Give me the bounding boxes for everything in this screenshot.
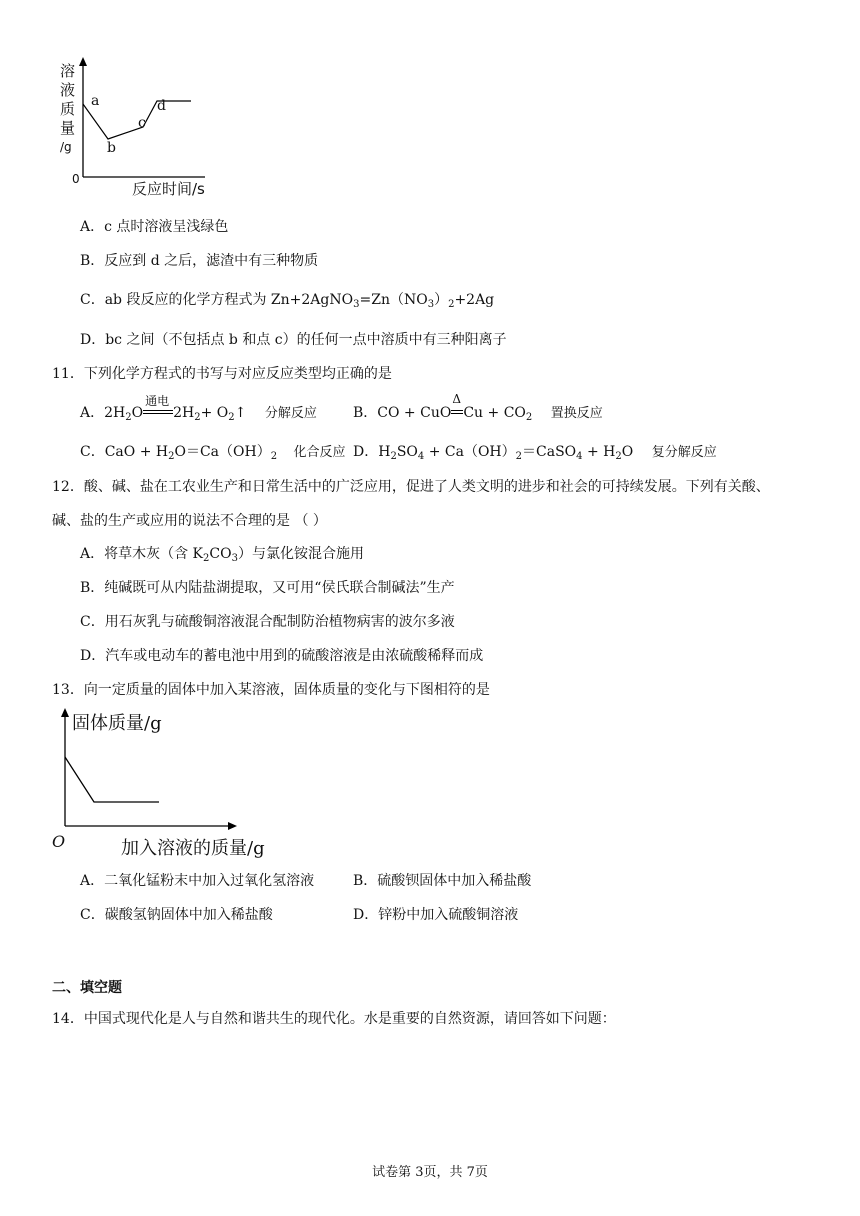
q12-a-part: A．将草木灰（含 K: [80, 546, 204, 562]
graph1-y-arrow: [79, 57, 87, 66]
q12-sub: 3: [231, 553, 238, 564]
q10-c-part: =Zn（NO: [359, 292, 428, 308]
q13-option-d: D．锌粉中加入硫酸铜溶液: [353, 907, 519, 923]
q11-sub: 2: [390, 451, 397, 462]
graph2-ylabel: 固体质量/g: [72, 713, 162, 734]
q11-option-c: [80, 442, 346, 463]
q14-stem: 14．中国式现代化是人与自然和谐共生的现代化。水是重要的自然资源，请回答如下问题：: [52, 1011, 616, 1027]
q11-sub: 2: [270, 451, 278, 462]
graph2-y-arrow: [61, 708, 69, 717]
graph1-ylabel-char: 溶: [60, 62, 76, 80]
q11-sub: 2: [228, 412, 235, 423]
q11-d-type: 复分解反应: [651, 445, 717, 460]
q12-stem-line1: 12．酸、碱、盐在工农业生产和日常生活中的广泛应用，促进了人类文明的进步和社会的可持续发展。下列有关酸、: [52, 479, 770, 495]
q13-option-b: B．硫酸钡固体中加入稀盐酸: [353, 873, 532, 889]
q11-b-condition-arrow: [451, 392, 463, 420]
graph1-ylabel-char: 量: [60, 119, 76, 137]
q11-sub: 2: [194, 412, 201, 423]
q11-a-up-arrow: ↑: [234, 405, 247, 421]
q12-a-part: CO: [209, 546, 232, 562]
q11-sub: 4: [417, 451, 425, 462]
q11-b-part: B．CO + CuO: [353, 405, 452, 421]
q11-sub: 2: [525, 412, 533, 423]
q11-a-part: O: [131, 405, 144, 421]
q10-c-sub: 2: [448, 299, 455, 310]
q11-d-part: D．H: [353, 444, 391, 460]
q11-sub: 2: [615, 451, 622, 462]
q12-option-b: B．纯碱既可从内陆盐湖提取，又可用“侯氏联合制碱法”生产: [80, 580, 455, 596]
graph2-xlabel: 加入溶液的质量/g: [121, 838, 265, 859]
q13-option-a: A．二氧化锰粉末中加入过氧化氢溶液: [80, 873, 315, 889]
q11-b-type: 置换反应: [550, 406, 603, 421]
q12-option-c: C．用石灰乳与硫酸铜溶液混合配制防治植物病害的波尔多液: [80, 614, 455, 630]
graph2-x-arrow: [228, 822, 237, 830]
graph1-ylabel: [60, 62, 80, 157]
q12-option-d: D．汽车或电动车的蓄电池中用到的硫酸溶液是由浓硫酸稀释而成: [80, 648, 484, 664]
q12-a-part: ）与氯化铵混合施用: [237, 546, 364, 562]
q11-b-equals: [451, 410, 463, 414]
q11-a-condition-arrow: [143, 394, 173, 420]
graph2-origin: O: [52, 832, 66, 851]
graph1-xlabel: 反应时间/s: [132, 180, 205, 198]
q10-c-part: +2Ag: [454, 292, 495, 308]
q11-sub: 2: [515, 451, 523, 462]
graph1-ylabel-char: 质: [60, 100, 76, 118]
q11-c-part: C．CaO + H: [80, 444, 169, 460]
section-heading: 二、填空题: [52, 980, 122, 996]
graph1-point-c: c: [138, 115, 146, 131]
q11-a-type: 分解反应: [264, 406, 317, 421]
q11-b-condition: Δ: [452, 392, 461, 406]
q10-option-b: B．反应到 d 之后，滤渣中有三种物质: [80, 253, 319, 269]
graph1-origin: 0: [72, 172, 80, 186]
graph1-point-d: d: [157, 98, 166, 114]
q11-d-part: O: [621, 444, 634, 460]
q10-option-c: [80, 290, 494, 310]
page-footer: 试卷第 3页，共 7页: [372, 1165, 488, 1180]
graph1-point-b: b: [107, 140, 116, 156]
q11-c-type: 化合反应: [293, 445, 346, 460]
q11-a-part: + O: [200, 405, 229, 421]
q11-d-part: ＝CaSO: [522, 444, 577, 460]
q11-d-part: + Ca（OH）: [424, 444, 516, 460]
q10-c-part: C．ab 段反应的化学方程式为 Zn+2AgNO: [80, 292, 354, 308]
q11-stem: 11．下列化学方程式的书写与对应反应类型均正确的是: [52, 366, 392, 382]
q11-a-part: A．2H: [80, 405, 126, 421]
q11-a-condition: 通电: [145, 394, 170, 408]
q11-d-part: SO: [396, 444, 418, 460]
q11-a-equals: [143, 410, 173, 414]
q11-option-a: [80, 394, 317, 424]
q11-option-b: [353, 392, 603, 424]
q10-c-sub: 3: [353, 299, 360, 310]
q11-option-d: [353, 442, 717, 463]
q12-option-a: [80, 544, 364, 564]
q11-a-part: 2H: [173, 405, 195, 421]
q11-sub: 4: [576, 451, 583, 462]
q12-stem-line2: 碱、盐的生产或应用的说法不合理的是 （ ）: [52, 513, 327, 529]
q10-c-paren: ）: [434, 292, 449, 308]
q11-d-part: + H: [582, 444, 616, 460]
q10-c-sub: 3: [427, 299, 435, 310]
q13-stem: 13．向一定质量的固体中加入某溶液，固体质量的变化与下图相符的是: [52, 682, 490, 698]
q13-option-c: C．碳酸氢钠固体中加入稀盐酸: [80, 907, 273, 923]
q12-sub: 2: [203, 553, 210, 564]
graph1-ylabel-unit: /g: [60, 140, 72, 154]
q10-option-d: D．bc 之间（不包括点 b 和点 c）的任何一点中溶质中有三种阳离子: [80, 332, 507, 348]
graph1-ylabel-char: 液: [60, 81, 76, 99]
graph2-curve: [65, 757, 159, 802]
q11-sub: 2: [125, 412, 132, 423]
graph1-point-a: a: [91, 93, 100, 109]
q11-c-part: O＝Ca（OH）: [174, 444, 271, 460]
q10-option-a: A．c 点时溶液呈浅绿色: [80, 219, 229, 235]
q11-sub: 2: [168, 451, 175, 462]
q11-b-part: Cu + CO: [463, 405, 526, 421]
